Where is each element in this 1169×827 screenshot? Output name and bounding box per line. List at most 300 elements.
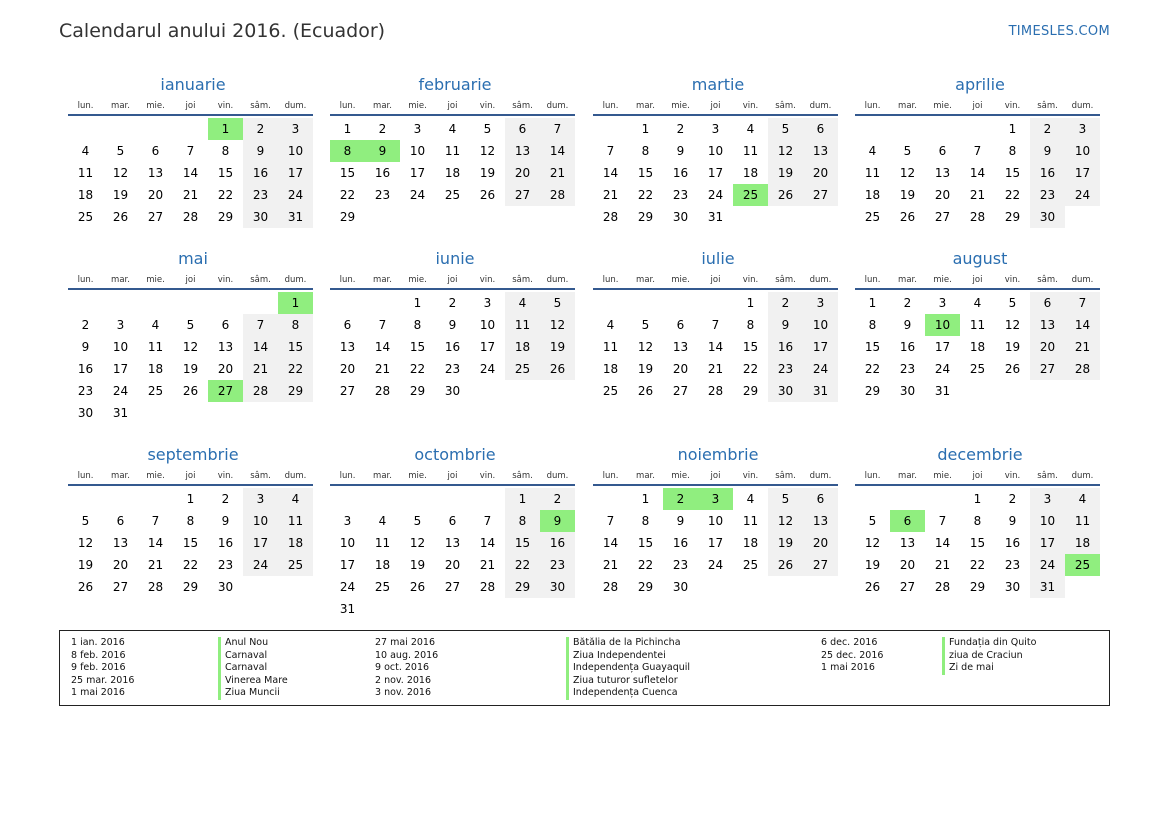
legend-entry: Carnaval xyxy=(218,662,288,675)
day-cell: 4 xyxy=(746,492,755,506)
empty-cell xyxy=(960,118,995,140)
legend-names-3 xyxy=(942,637,1036,675)
weekday-label: mar. xyxy=(373,275,392,285)
weekday-label: sâm. xyxy=(250,275,271,285)
day-cell: 7 xyxy=(711,318,720,332)
weekday-label: sâm. xyxy=(1037,101,1058,111)
weekday-label: lun. xyxy=(77,471,94,481)
weekday-label: mar. xyxy=(111,471,130,481)
weekday-label: vin. xyxy=(217,101,234,111)
legend-entry: Ziua tuturor sufletelor xyxy=(566,675,690,688)
day-cell: 4 xyxy=(81,144,90,158)
day-cell: 4 xyxy=(151,318,160,332)
day-cell: 2 xyxy=(768,292,803,314)
empty-cell xyxy=(330,292,365,314)
day-cell: 29 xyxy=(742,384,759,398)
day-cell: 11 xyxy=(374,536,391,550)
weekday-label: joi xyxy=(972,471,983,481)
empty-cell xyxy=(628,292,663,314)
empty-cell xyxy=(855,118,890,140)
day-cell: 7 xyxy=(938,514,947,528)
month-name: aprilie xyxy=(955,75,1005,94)
day-cell: 11 xyxy=(602,340,619,354)
month-name: decembrie xyxy=(937,445,1023,464)
empty-cell xyxy=(890,118,925,140)
day-cell: 1 xyxy=(186,492,195,506)
day-cell: 27 xyxy=(899,580,916,594)
holiday-day: 8 xyxy=(330,140,365,162)
weekday-label: sâm. xyxy=(512,275,533,285)
day-cell: 17 xyxy=(479,340,496,354)
weekday-label: lun. xyxy=(602,471,619,481)
day-cell: 13 xyxy=(444,536,461,550)
day-cell: 18 xyxy=(444,166,461,180)
weekday-label: joi xyxy=(185,471,196,481)
weekday-label: sâm. xyxy=(775,471,796,481)
day-cell: 3 xyxy=(116,318,125,332)
weekday-label: vin. xyxy=(479,471,496,481)
weekday-label: joi xyxy=(185,275,196,285)
day-cell: 12 xyxy=(409,536,426,550)
day-cell: 8 xyxy=(186,514,195,528)
day-cell: 23 xyxy=(1030,184,1065,206)
empty-cell xyxy=(103,118,138,140)
day-cell: 25 xyxy=(969,362,986,376)
day-cell: 20 xyxy=(899,558,916,572)
day-cell: 9 xyxy=(1008,514,1017,528)
day-cell: 11 xyxy=(505,314,540,336)
weekday-label: mar. xyxy=(111,101,130,111)
day-cell: 31 xyxy=(278,206,313,228)
weekday-label: mar. xyxy=(636,471,655,481)
day-cell: 24 xyxy=(1065,184,1100,206)
day-cell: 18 xyxy=(742,166,759,180)
day-cell: 13 xyxy=(934,166,951,180)
weekday-header xyxy=(330,468,575,486)
day-cell: 14 xyxy=(147,536,164,550)
day-cell: 30 xyxy=(540,576,575,598)
day-cell: 12 xyxy=(77,536,94,550)
month-name: februarie xyxy=(418,75,492,94)
empty-cell xyxy=(365,292,400,314)
day-cell: 11 xyxy=(278,510,313,532)
legend-entry: ziua de Craciun xyxy=(942,650,1036,663)
day-cell: 15 xyxy=(637,536,654,550)
day-cell: 25 xyxy=(602,384,619,398)
holiday-day: 3 xyxy=(698,488,733,510)
empty-cell xyxy=(103,292,138,314)
legend-entry: 25 dec. 2016 xyxy=(821,649,884,661)
holiday-day: 27 xyxy=(208,380,243,402)
day-cell: 9 xyxy=(676,514,685,528)
day-cell: 13 xyxy=(1030,314,1065,336)
weekday-label: dum. xyxy=(284,471,307,481)
day-cell: 28 xyxy=(602,210,619,224)
day-cell: 6 xyxy=(151,144,160,158)
weekday-header xyxy=(855,98,1100,116)
day-cell: 10 xyxy=(409,144,426,158)
day-cell: 19 xyxy=(768,162,803,184)
day-cell: 11 xyxy=(147,340,164,354)
day-cell: 15 xyxy=(637,166,654,180)
empty-cell xyxy=(330,488,365,510)
day-cell: 11 xyxy=(864,166,881,180)
day-cell: 17 xyxy=(243,532,278,554)
day-cell: 30 xyxy=(217,580,234,594)
legend-names-2 xyxy=(566,637,690,700)
weekday-label: sâm. xyxy=(775,275,796,285)
day-cell: 1 xyxy=(641,492,650,506)
day-cell: 21 xyxy=(374,362,391,376)
day-cell: 23 xyxy=(540,554,575,576)
day-cell: 26 xyxy=(112,210,129,224)
weekday-label: mar. xyxy=(898,101,917,111)
day-cell: 24 xyxy=(707,188,724,202)
day-cell: 9 xyxy=(81,340,90,354)
day-cell: 13 xyxy=(217,340,234,354)
day-cell: 28 xyxy=(479,580,496,594)
weekday-label: joi xyxy=(710,275,721,285)
day-cell: 24 xyxy=(409,188,426,202)
day-cell: 24 xyxy=(112,384,129,398)
day-cell: 11 xyxy=(742,514,759,528)
weekday-label: dum. xyxy=(546,471,569,481)
day-cell: 4 xyxy=(973,296,982,310)
day-cell: 12 xyxy=(112,166,129,180)
legend-dates-2 xyxy=(375,637,438,700)
day-cell: 14 xyxy=(243,336,278,358)
day-grid xyxy=(330,292,575,402)
month-name: septembrie xyxy=(147,445,239,464)
weekday-label: lun. xyxy=(77,101,94,111)
legend-entry: 9 oct. 2016 xyxy=(375,662,430,673)
weekday-label: joi xyxy=(447,101,458,111)
day-cell: 10 xyxy=(339,536,356,550)
weekday-label: mar. xyxy=(373,101,392,111)
day-cell: 7 xyxy=(151,514,160,528)
month-februarie xyxy=(330,72,575,228)
day-cell: 4 xyxy=(448,122,457,136)
day-cell: 20 xyxy=(934,188,951,202)
holiday-day: 1 xyxy=(278,292,313,314)
day-cell: 27 xyxy=(444,580,461,594)
empty-cell xyxy=(593,488,628,510)
day-cell: 25 xyxy=(864,210,881,224)
day-cell: 17 xyxy=(707,166,724,180)
legend-entry: 8 feb. 2016 xyxy=(71,649,126,661)
weekday-label: lun. xyxy=(864,101,881,111)
day-cell: 22 xyxy=(637,558,654,572)
weekday-label: vin. xyxy=(742,275,759,285)
day-cell: 13 xyxy=(339,340,356,354)
weekday-label: mie. xyxy=(933,471,952,481)
weekday-label: vin. xyxy=(217,275,234,285)
month-septembrie xyxy=(68,442,313,598)
empty-cell xyxy=(593,292,628,314)
day-cell: 29 xyxy=(182,580,199,594)
day-cell: 3 xyxy=(1030,488,1065,510)
day-cell: 27 xyxy=(803,184,838,206)
weekday-header xyxy=(593,98,838,116)
day-cell: 5 xyxy=(116,144,125,158)
day-cell: 5 xyxy=(483,122,492,136)
weekday-header xyxy=(68,468,313,486)
weekday-label: mar. xyxy=(898,471,917,481)
day-cell: 21 xyxy=(1065,336,1100,358)
day-cell: 26 xyxy=(864,580,881,594)
empty-cell xyxy=(68,118,103,140)
weekday-label: vin. xyxy=(479,101,496,111)
day-cell: 1 xyxy=(505,488,540,510)
day-cell: 22 xyxy=(217,188,234,202)
day-cell: 30 xyxy=(672,580,689,594)
day-cell: 14 xyxy=(479,536,496,550)
legend-entry: Carnaval xyxy=(218,650,288,663)
empty-cell xyxy=(68,488,103,510)
legend-entry: Anul Nou xyxy=(218,637,288,650)
day-cell: 11 xyxy=(742,144,759,158)
empty-cell xyxy=(173,118,208,140)
month-martie xyxy=(593,72,838,228)
day-cell: 8 xyxy=(413,318,422,332)
weekday-label: joi xyxy=(710,101,721,111)
day-cell: 28 xyxy=(707,384,724,398)
holiday-legend xyxy=(59,630,1110,706)
weekday-header xyxy=(68,98,313,116)
weekday-label: sâm. xyxy=(250,101,271,111)
weekday-label: dum. xyxy=(1071,275,1094,285)
empty-cell xyxy=(855,488,890,510)
day-cell: 24 xyxy=(707,558,724,572)
day-cell: 11 xyxy=(969,318,986,332)
day-cell: 18 xyxy=(147,362,164,376)
weekday-label: mie. xyxy=(933,275,952,285)
day-cell: 20 xyxy=(147,188,164,202)
day-cell: 30 xyxy=(1004,580,1021,594)
weekday-label: lun. xyxy=(602,101,619,111)
day-cell: 17 xyxy=(278,162,313,184)
day-cell: 26 xyxy=(768,554,803,576)
legend-entry: Independența Guayaquil xyxy=(566,662,690,675)
day-cell: 20 xyxy=(672,362,689,376)
day-cell: 10 xyxy=(707,144,724,158)
day-cell: 22 xyxy=(637,188,654,202)
weekday-label: mie. xyxy=(671,471,690,481)
day-cell: 10 xyxy=(1065,140,1100,162)
day-cell: 12 xyxy=(1004,318,1021,332)
day-cell: 12 xyxy=(182,340,199,354)
day-cell: 11 xyxy=(1065,510,1100,532)
day-cell: 26 xyxy=(1004,362,1021,376)
day-cell: 26 xyxy=(182,384,199,398)
day-cell: 24 xyxy=(243,554,278,576)
day-cell: 26 xyxy=(479,188,496,202)
day-cell: 23 xyxy=(899,362,916,376)
weekday-label: mar. xyxy=(636,101,655,111)
weekday-header xyxy=(330,98,575,116)
day-cell: 30 xyxy=(672,210,689,224)
day-cell: 14 xyxy=(707,340,724,354)
holiday-day: 25 xyxy=(1065,554,1100,576)
weekday-label: vin. xyxy=(1004,275,1021,285)
day-cell: 18 xyxy=(864,188,881,202)
day-cell: 15 xyxy=(742,340,759,354)
day-cell: 24 xyxy=(803,358,838,380)
day-cell: 21 xyxy=(969,188,986,202)
day-cell: 19 xyxy=(637,362,654,376)
day-cell: 28 xyxy=(602,580,619,594)
day-cell: 2 xyxy=(540,488,575,510)
day-cell: 3 xyxy=(711,122,720,136)
day-cell: 17 xyxy=(339,558,356,572)
day-cell: 10 xyxy=(803,314,838,336)
weekday-label: sâm. xyxy=(512,471,533,481)
day-cell: 28 xyxy=(969,210,986,224)
weekday-label: joi xyxy=(447,275,458,285)
day-cell: 2 xyxy=(903,296,912,310)
day-cell: 20 xyxy=(339,362,356,376)
day-cell: 10 xyxy=(707,514,724,528)
day-cell: 28 xyxy=(374,384,391,398)
day-cell: 14 xyxy=(969,166,986,180)
day-cell: 29 xyxy=(409,384,426,398)
day-cell: 9 xyxy=(243,140,278,162)
legend-entry: 9 feb. 2016 xyxy=(71,662,126,673)
day-cell: 31 xyxy=(112,406,129,420)
month-aprilie xyxy=(855,72,1100,228)
month-name: august xyxy=(952,249,1008,268)
day-cell: 31 xyxy=(707,210,724,224)
day-cell: 24 xyxy=(339,580,356,594)
weekday-label: vin. xyxy=(1004,101,1021,111)
weekday-label: dum. xyxy=(809,101,832,111)
legend-entry: Zi de mai xyxy=(942,662,1036,675)
weekday-label: sâm. xyxy=(775,101,796,111)
day-cell: 31 xyxy=(934,384,951,398)
day-grid xyxy=(593,292,838,402)
month-name: ianuarie xyxy=(160,75,226,94)
day-cell: 2 xyxy=(221,492,230,506)
day-cell: 17 xyxy=(934,340,951,354)
weekday-label: mar. xyxy=(636,275,655,285)
weekday-label: joi xyxy=(185,101,196,111)
day-cell: 27 xyxy=(1030,358,1065,380)
weekday-label: sâm. xyxy=(1037,471,1058,481)
day-grid xyxy=(855,118,1100,228)
legend-entry: 27 mai 2016 xyxy=(375,637,436,648)
day-cell: 21 xyxy=(602,188,619,202)
month-octombrie xyxy=(330,442,575,620)
weekday-header xyxy=(855,468,1100,486)
month-august xyxy=(855,246,1100,402)
day-cell: 21 xyxy=(934,558,951,572)
day-cell: 6 xyxy=(803,488,838,510)
day-cell: 9 xyxy=(448,318,457,332)
day-cell: 13 xyxy=(147,166,164,180)
day-cell: 16 xyxy=(374,166,391,180)
day-cell: 2 xyxy=(378,122,387,136)
day-cell: 29 xyxy=(217,210,234,224)
holiday-day: 9 xyxy=(540,510,575,532)
day-cell: 8 xyxy=(641,514,650,528)
day-cell: 26 xyxy=(899,210,916,224)
weekday-label: mie. xyxy=(146,101,165,111)
day-cell: 20 xyxy=(112,558,129,572)
day-grid xyxy=(68,118,313,228)
day-cell: 25 xyxy=(278,554,313,576)
day-cell: 19 xyxy=(1004,340,1021,354)
day-cell: 19 xyxy=(112,188,129,202)
day-cell: 13 xyxy=(672,340,689,354)
weekday-label: vin. xyxy=(1004,471,1021,481)
empty-cell xyxy=(890,488,925,510)
legend-entry: 1 mai 2016 xyxy=(821,662,875,673)
legend-entry: Fundația din Quito xyxy=(942,637,1036,650)
day-cell: 21 xyxy=(147,558,164,572)
day-cell: 3 xyxy=(1065,118,1100,140)
day-cell: 16 xyxy=(217,536,234,550)
day-cell: 2 xyxy=(81,318,90,332)
day-grid xyxy=(593,488,838,598)
day-cell: 19 xyxy=(899,188,916,202)
day-cell: 10 xyxy=(479,318,496,332)
day-cell: 15 xyxy=(864,340,881,354)
weekday-label: lun. xyxy=(602,275,619,285)
empty-cell xyxy=(138,292,173,314)
day-cell: 26 xyxy=(637,384,654,398)
day-cell: 31 xyxy=(339,602,356,616)
day-cell: 22 xyxy=(339,188,356,202)
day-cell: 7 xyxy=(606,144,615,158)
month-decembrie xyxy=(855,442,1100,598)
day-cell: 3 xyxy=(343,514,352,528)
day-cell: 4 xyxy=(278,488,313,510)
weekday-label: vin. xyxy=(742,101,759,111)
day-cell: 18 xyxy=(77,188,94,202)
day-cell: 2 xyxy=(243,118,278,140)
weekday-header xyxy=(330,272,575,290)
weekday-label: mar. xyxy=(111,275,130,285)
holiday-day: 9 xyxy=(365,140,400,162)
day-cell: 6 xyxy=(448,514,457,528)
day-cell: 8 xyxy=(746,318,755,332)
weekday-label: mie. xyxy=(408,275,427,285)
month-name: octombrie xyxy=(414,445,496,464)
site-link[interactable]: TIMESLES.COM xyxy=(1008,24,1110,39)
day-cell: 10 xyxy=(112,340,129,354)
day-cell: 5 xyxy=(903,144,912,158)
day-cell: 29 xyxy=(1004,210,1021,224)
day-cell: 6 xyxy=(1030,292,1065,314)
legend-entry: 25 mar. 2016 xyxy=(71,674,135,686)
empty-cell xyxy=(400,488,435,510)
day-cell: 8 xyxy=(221,144,230,158)
day-cell: 16 xyxy=(540,532,575,554)
day-cell: 4 xyxy=(378,514,387,528)
day-cell: 15 xyxy=(969,536,986,550)
day-cell: 18 xyxy=(278,532,313,554)
day-cell: 26 xyxy=(409,580,426,594)
day-cell: 21 xyxy=(182,188,199,202)
day-cell: 28 xyxy=(934,580,951,594)
day-cell: 1 xyxy=(1008,122,1017,136)
empty-cell xyxy=(173,292,208,314)
day-cell: 8 xyxy=(641,144,650,158)
day-cell: 18 xyxy=(505,336,540,358)
month-name: mai xyxy=(178,249,208,268)
day-cell: 6 xyxy=(343,318,352,332)
day-cell: 27 xyxy=(803,554,838,576)
